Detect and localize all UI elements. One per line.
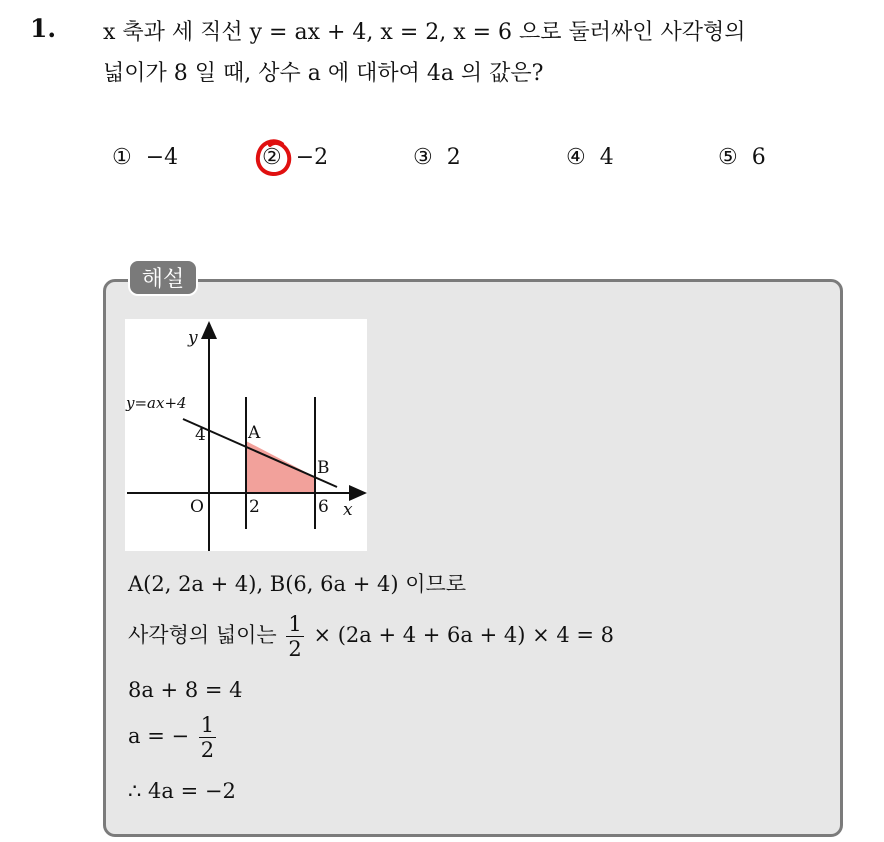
fraction-denominator: 2 <box>288 637 302 661</box>
solution-graph <box>125 319 367 551</box>
choice-5-value: 6 <box>751 145 766 170</box>
x-tick-6: 6 <box>318 497 329 517</box>
answer-circle-mark <box>252 136 296 180</box>
solution-line-4 <box>128 713 219 762</box>
problem-text-line-1: x 축과 세 직선 y = ax + 4, x = 2, x = 6 으로 둘러싸인 사각형의 <box>103 20 746 45</box>
solution-line-3: 8a + 8 = 4 <box>128 678 243 702</box>
fraction-numerator: 1 <box>288 612 302 636</box>
choice-4[interactable] <box>566 145 614 170</box>
fraction-denominator: 2 <box>200 738 215 762</box>
choice-3-marker: ③ <box>413 145 433 170</box>
choice-2-value: −2 <box>295 145 329 170</box>
solution-line-4-prefix: a = − <box>128 724 190 748</box>
solution-line-5: ∴ 4a = −2 <box>128 779 236 803</box>
choice-4-value: 4 <box>599 145 614 170</box>
choice-1-value: −4 <box>145 145 179 170</box>
problem-text-line-2: 넓이가 8 일 때, 상수 a 에 대하여 4a 의 값은? <box>103 61 544 86</box>
x-axis-label: x <box>343 500 353 520</box>
solution-badge: 해설 <box>128 259 198 296</box>
y-intercept-label: 4 <box>195 425 206 445</box>
x-tick-2: 2 <box>249 497 260 517</box>
choice-3-value: 2 <box>446 145 461 170</box>
solution-line-1: A(2, 2a + 4), B(6, 6a + 4) 이므로 <box>128 572 467 596</box>
choice-5-marker: ⑤ <box>718 145 738 170</box>
problem-number: 1. <box>30 14 57 43</box>
choice-4-marker: ④ <box>566 145 586 170</box>
point-a-label: A <box>248 423 261 443</box>
line-label: y=ax+4 <box>126 394 187 412</box>
fraction-one-half <box>199 713 216 762</box>
point-b-label: B <box>317 458 330 478</box>
choice-1[interactable] <box>112 145 178 170</box>
choice-3[interactable] <box>413 145 461 170</box>
solution-line-2-prefix: 사각형의 넓이는 <box>128 623 277 647</box>
fraction-one-half <box>286 612 303 661</box>
fraction-numerator: 1 <box>200 713 215 737</box>
solution-line-2 <box>128 612 614 661</box>
shaded-region <box>246 441 315 493</box>
origin-label: O <box>190 497 204 517</box>
solution-line-2-suffix: × (2a + 4 + 6a + 4) × 4 = 8 <box>313 623 615 647</box>
choice-2-marker: ② <box>262 145 282 170</box>
y-axis-label: y <box>188 328 198 348</box>
choice-1-marker: ① <box>112 145 132 170</box>
choice-5[interactable] <box>718 145 766 170</box>
